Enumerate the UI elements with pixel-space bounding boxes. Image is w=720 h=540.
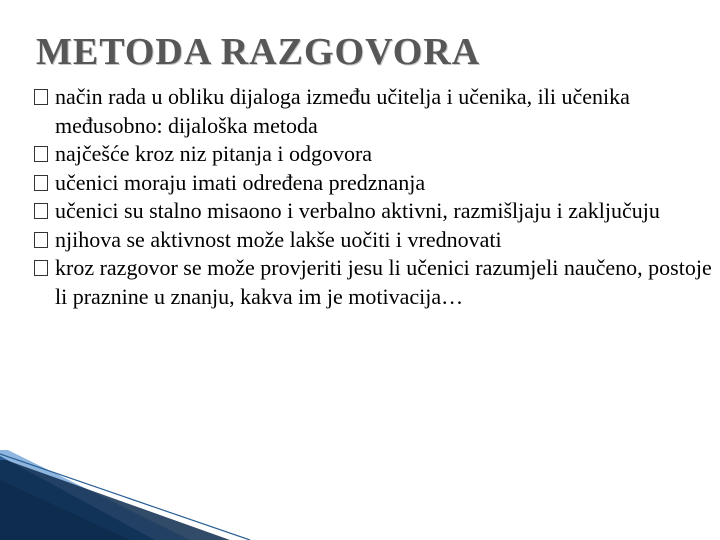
corner-decoration [0, 450, 720, 540]
square-bullet-icon [34, 203, 48, 219]
bullet-item [34, 254, 714, 311]
square-bullet-icon [34, 260, 48, 276]
bullet-item [34, 169, 714, 198]
bullet-item [34, 140, 714, 169]
square-bullet-icon [34, 146, 48, 162]
bullet-text: kroz razgovor se može provjeriti jesu li učenici razumjeli naučeno, postoje li praznine u znanju, kakva im je motivacija… [55, 255, 712, 309]
square-bullet-icon [34, 232, 48, 248]
bullet-item [34, 83, 714, 140]
bullet-text: način rada u obliku dijaloga između učitelja i učenika, ili učenika međusobno: dijaloška metoda [55, 84, 630, 138]
bullet-text: učenici moraju imati određena predznanja [55, 169, 426, 195]
slide-title: METODA RAZGOVORA [36, 31, 481, 73]
bullet-text: učenici su stalno misaono i verbalno aktivni, razmišljaju i zaključuju [55, 198, 660, 223]
square-bullet-icon [34, 175, 48, 191]
bullet-text: njihova se aktivnost može lakše uočiti i vrednovati [55, 226, 502, 252]
square-bullet-icon [34, 89, 48, 105]
bullet-list [34, 83, 714, 311]
bullet-text: najčešće kroz niz pitanja i odgovora [55, 141, 373, 166]
bullet-item [34, 197, 714, 226]
bullet-item [34, 226, 714, 255]
